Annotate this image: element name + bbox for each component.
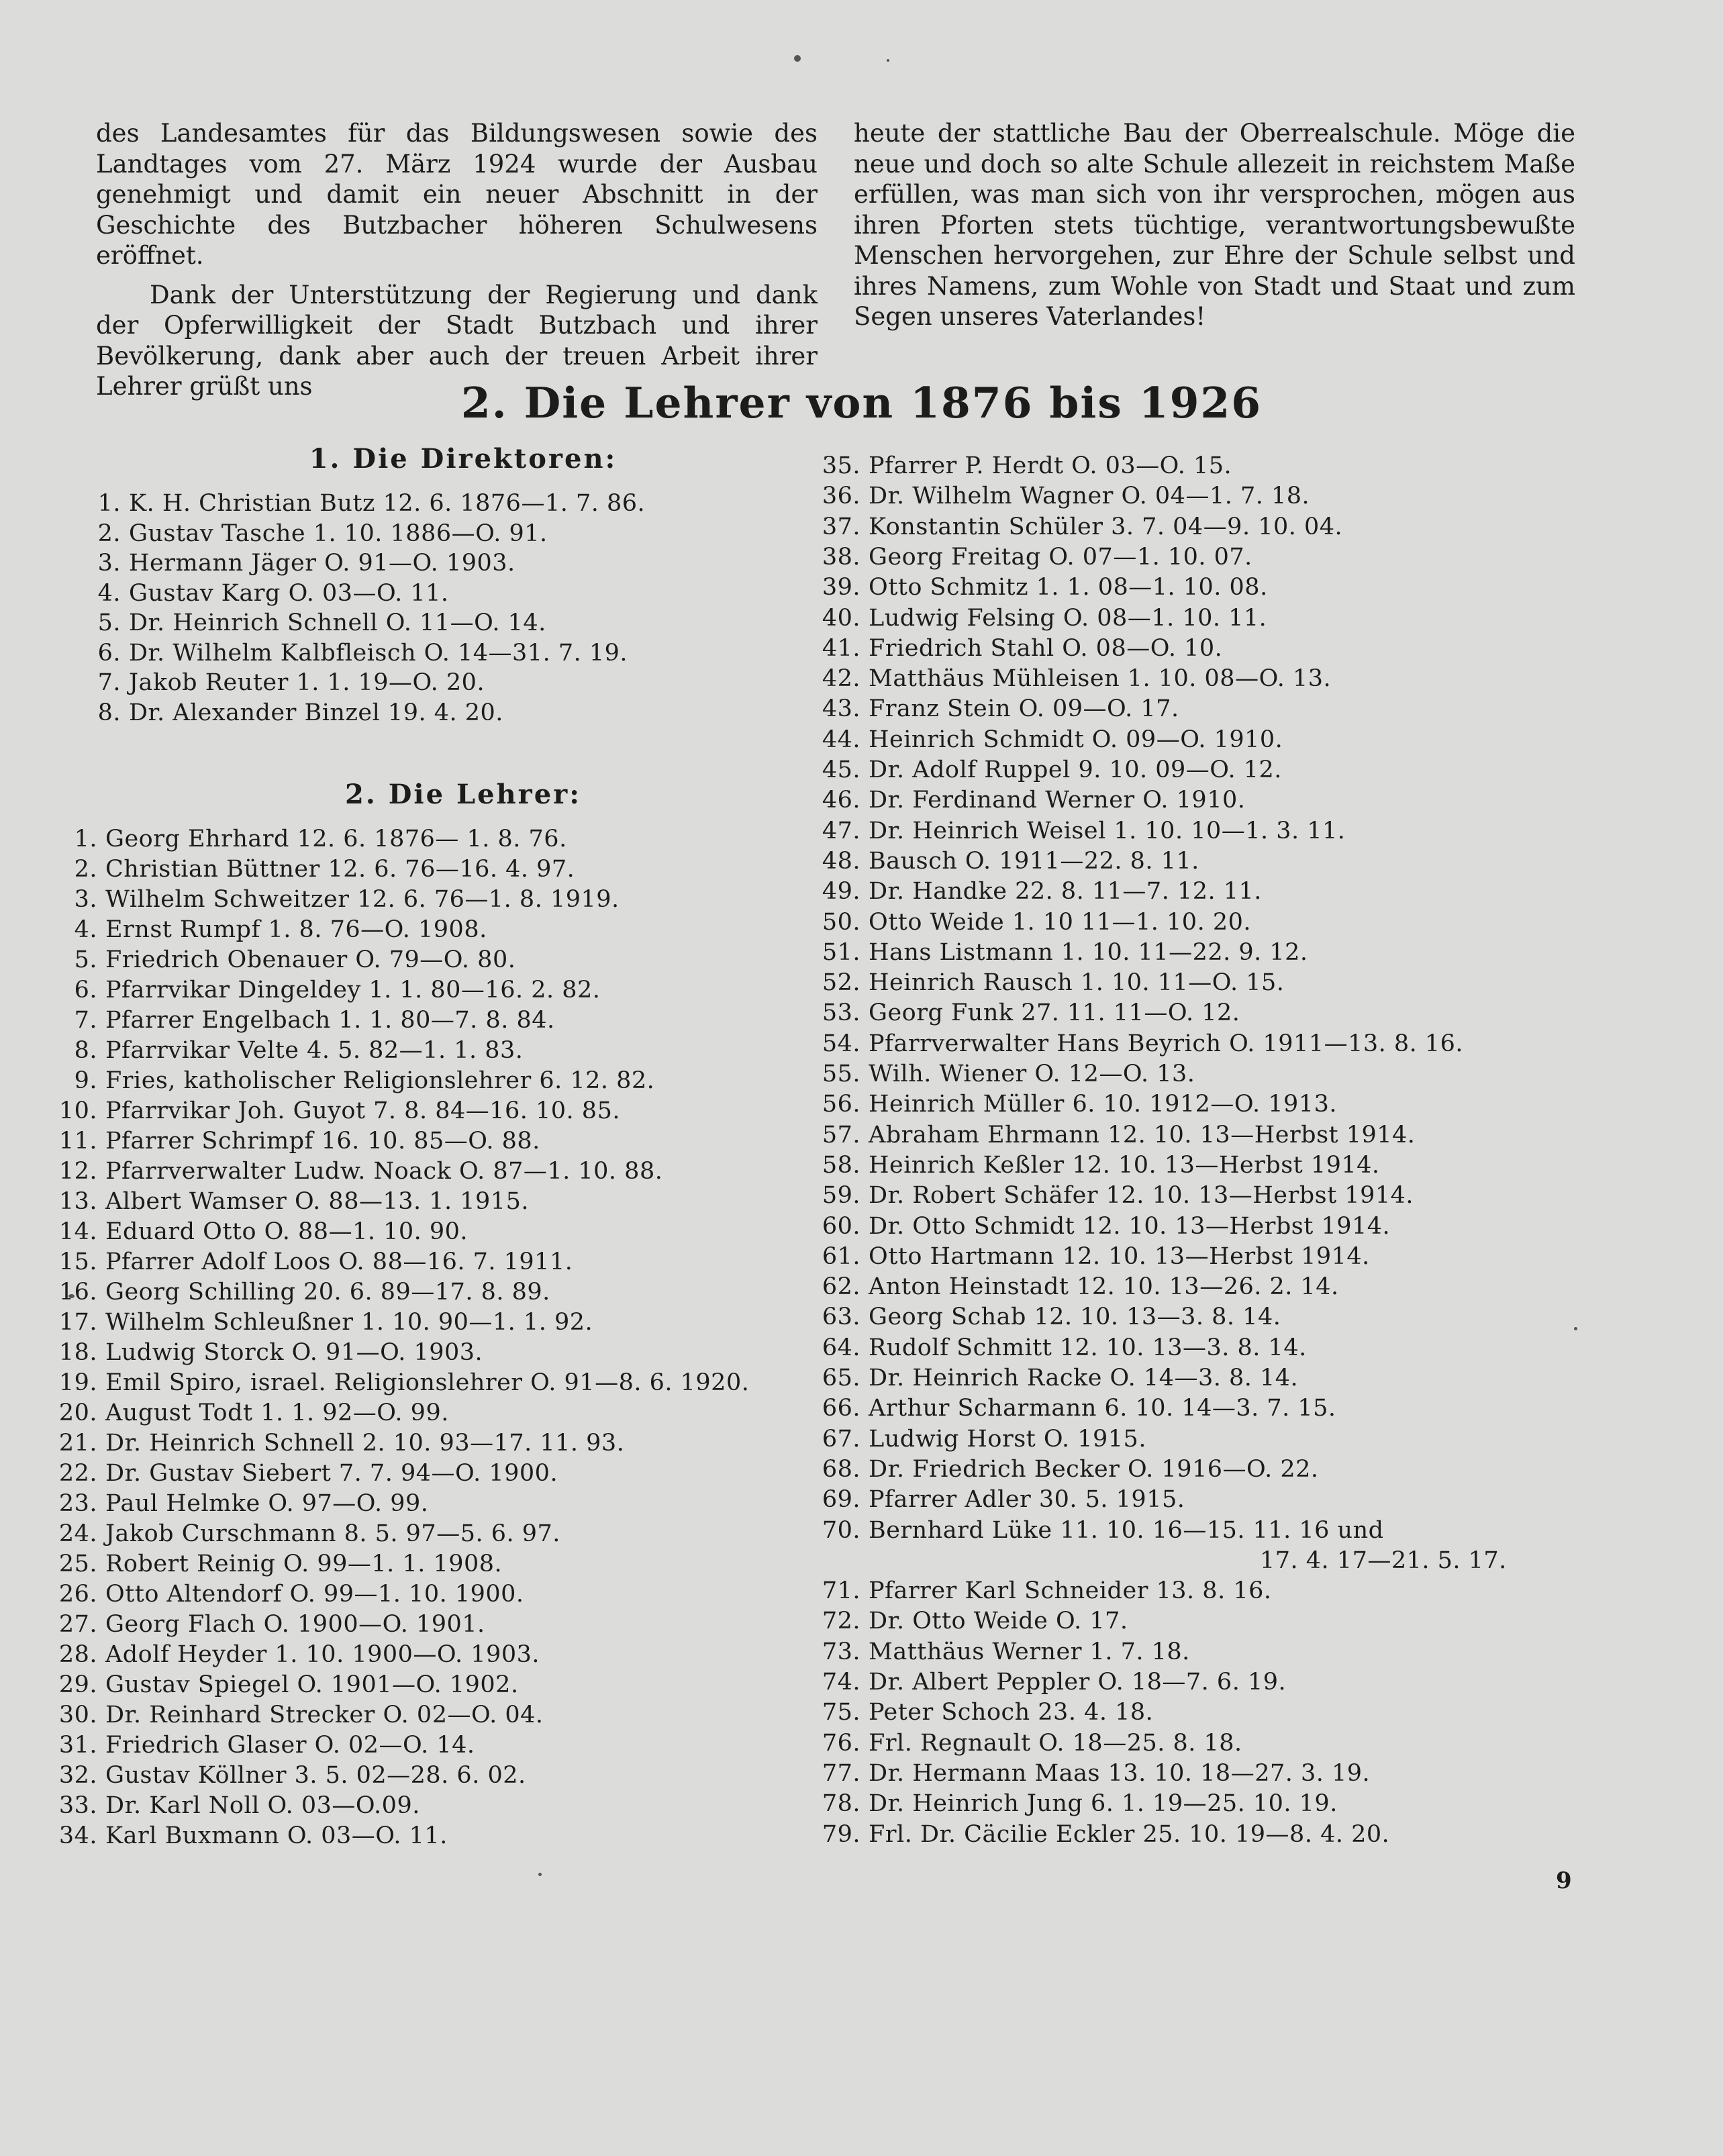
list-item: [814, 1302, 1281, 1332]
list-item: [50, 1338, 483, 1368]
item-number: 27.: [58, 1611, 97, 1638]
list-item: [50, 1459, 558, 1489]
item-text: Peter Schoch 23. 4. 18.: [869, 1699, 1154, 1726]
item-number: 2.: [74, 856, 97, 883]
item-text: Fries, katholischer Religionslehrer 6. 12. 82.: [105, 1067, 655, 1094]
item-text: Dr. Wilhelm Wagner O. 04—1. 7. 18.: [869, 483, 1310, 510]
item-number: 1.: [74, 826, 97, 852]
list-item: [814, 694, 1179, 724]
item-text: Wilhelm Schleußner 1. 10. 90—1. 1. 92.: [105, 1309, 593, 1336]
item-number: 40.: [822, 604, 860, 632]
item-text: Pfarrer Engelbach 1. 1. 80—7. 8. 84.: [105, 1007, 555, 1034]
item-text: Otto Hartmann 12. 10. 13—Herbst 1914.: [869, 1242, 1370, 1270]
item-number: 44.: [822, 726, 860, 753]
item-text: Pfarrer Adler 30. 5. 1915.: [869, 1486, 1185, 1514]
item-number: 47.: [822, 817, 860, 844]
item-number: 6.: [74, 977, 97, 1003]
item-number: 67.: [822, 1425, 860, 1453]
item-text: Ludwig Storck O. 91—O. 1903.: [105, 1339, 483, 1366]
item-text: Otto Altendorf O. 99—1. 10. 1900.: [105, 1581, 524, 1608]
item-number: 59.: [822, 1182, 860, 1210]
list-item: [50, 1730, 475, 1761]
item-text: Pfarrer P. Herdt O. 03—O. 15.: [869, 452, 1232, 479]
list-item: [50, 1157, 662, 1187]
item-text: Dr. Otto Weide O. 17.: [869, 1608, 1128, 1635]
item-text: Paul Helmke O. 97—O. 99.: [105, 1490, 429, 1517]
list-item: [814, 877, 1262, 907]
item-number: 46.: [822, 787, 860, 814]
list-item: [814, 816, 1345, 846]
item-number: 37.: [822, 513, 860, 540]
list-item: [50, 1187, 529, 1217]
item-number: 20.: [58, 1400, 97, 1426]
list-item: [50, 1791, 420, 1821]
item-text: Wilhelm Schweitzer 12. 6. 76—1. 8. 1919.: [105, 886, 620, 913]
item-text: Dr. Robert Schäfer 12. 10. 13—Herbst 1914.: [869, 1182, 1414, 1210]
item-text: Ernst Rumpf 1. 8. 76—O. 1908.: [105, 916, 487, 943]
item-number: 35.: [822, 452, 860, 479]
item-number: 45.: [822, 756, 860, 783]
item-text: Dr. Gustav Siebert 7. 7. 94—O. 1900.: [105, 1460, 558, 1487]
list-item: [814, 1333, 1307, 1363]
item-text: Ludwig Horst O. 1915.: [869, 1425, 1146, 1453]
item-number: 34.: [58, 1822, 97, 1849]
item-text: Dr. Otto Schmidt 12. 10. 13—Herbst 1914.: [869, 1212, 1391, 1240]
item-text: Heinrich Rausch 1. 10. 11—O. 15.: [869, 969, 1285, 997]
item-number: 63.: [822, 1304, 860, 1331]
item-number: 42.: [822, 665, 860, 693]
item-number: 74.: [822, 1669, 860, 1696]
list-item: [50, 1670, 519, 1700]
item-number: 3.: [97, 550, 121, 577]
item-number: 13.: [58, 1188, 97, 1215]
item-number: 26.: [58, 1581, 97, 1608]
list-item: [814, 1029, 1463, 1059]
item-number: 23.: [58, 1490, 97, 1517]
list-item: [50, 975, 600, 1006]
list-item: [74, 638, 628, 669]
item-number: 73.: [822, 1638, 860, 1665]
item-text: August Todt 1. 1. 92—O. 99.: [105, 1400, 449, 1426]
directors-heading: 1. Die Direktoren:: [309, 443, 618, 475]
intro-paragraph: des Landesamtes für das Bildungswesen sowie des Landtages vom 27. März 1924 wurde der Ausbau genehmigt und damit ein neuer Abschnitt in der Geschichte des Butzbacher höheren Schulwesens eröffnet.: [96, 119, 818, 270]
item-number: 50.: [822, 908, 860, 936]
item-number: 22.: [58, 1460, 97, 1487]
item-text: Dr. Wilhelm Kalbfleisch O. 14—31. 7. 19.: [129, 639, 628, 667]
item-number: 8.: [74, 1037, 97, 1064]
list-item: [50, 1640, 540, 1670]
item-number: 79.: [822, 1820, 860, 1848]
list-item: [814, 1424, 1146, 1455]
item-text: Gustav Karg O. 03—O. 11.: [129, 579, 449, 607]
list-item: [814, 725, 1283, 755]
item-text: Ludwig Felsing O. 08—1. 10. 11.: [869, 604, 1267, 632]
item-number: 48.: [822, 847, 860, 875]
item-text: Heinrich Schmidt O. 09—O. 1910.: [869, 726, 1283, 753]
item-text: Frl. Regnault O. 18—25. 8. 18.: [869, 1729, 1242, 1757]
item-number: 29.: [58, 1671, 97, 1698]
item-number: 25.: [58, 1551, 97, 1577]
list-item: [814, 603, 1267, 634]
item-number: 5.: [97, 609, 121, 636]
list-item: [814, 1728, 1242, 1759]
list-item: [50, 1579, 524, 1610]
item-number: 1.: [97, 490, 121, 517]
item-text: 17. 4. 17—21. 5. 17.: [1260, 1547, 1507, 1574]
list-item: [50, 1247, 573, 1277]
item-text: Hans Listmann 1. 10. 11—22. 9. 12.: [869, 938, 1308, 966]
list-item: [50, 1277, 550, 1308]
item-number: 17.: [58, 1309, 97, 1336]
item-number: 55.: [822, 1061, 860, 1087]
list-item: [814, 1089, 1337, 1120]
list-item: [814, 908, 1251, 938]
list-item: [50, 1700, 544, 1730]
item-text: Friedrich Obenauer O. 79—O. 80.: [105, 946, 516, 973]
list-item: [50, 945, 515, 975]
item-text: Georg Funk 27. 11. 11—O. 12.: [869, 999, 1240, 1027]
item-number: 30.: [58, 1702, 97, 1728]
item-text: Pfarrer Schrimpf 16. 10. 85—O. 88.: [105, 1128, 540, 1155]
item-number: 60.: [822, 1212, 860, 1240]
item-text: Emil Spiro, israel. Religionslehrer O. 91—8. 6. 1920.: [105, 1369, 750, 1396]
item-text: Christian Büttner 12. 6. 76—16. 4. 97.: [105, 856, 575, 883]
list-item: [50, 1066, 654, 1096]
item-number: 51.: [822, 938, 860, 966]
item-text: Pfarrvikar Dingeldey 1. 1. 80—16. 2. 82.: [105, 977, 601, 1003]
list-item: [814, 481, 1310, 511]
item-text: Hermann Jäger O. 91—O. 1903.: [129, 550, 515, 577]
list-item: [74, 668, 485, 698]
item-text: Gustav Spiegel O. 1901—O. 1902.: [105, 1671, 519, 1698]
item-number: 7.: [74, 1007, 97, 1034]
list-item: [74, 489, 645, 519]
list-item: [814, 1212, 1390, 1242]
item-text: Heinrich Keßler 12. 10. 13—Herbst 1914.: [869, 1151, 1380, 1179]
item-text: Arthur Scharmann 6. 10. 14—3. 7. 15.: [869, 1395, 1336, 1422]
item-text: Adolf Heyder 1. 10. 1900—O. 1903.: [105, 1641, 540, 1668]
intro-left-column: [96, 118, 818, 411]
item-text: Dr. Hermann Maas 13. 10. 18—27. 3. 19.: [869, 1759, 1371, 1787]
list-item: [50, 1761, 526, 1791]
item-text: Georg Freitag O. 07—1. 10. 07.: [869, 543, 1252, 571]
item-text: Pfarrverwalter Hans Beyrich O. 1911—13. 8. 16.: [869, 1030, 1464, 1057]
item-text: Jakob Curschmann 8. 5. 97—5. 6. 97.: [105, 1520, 560, 1547]
item-number: 70.: [822, 1516, 860, 1544]
item-number: 28.: [58, 1641, 97, 1668]
list-item: [814, 755, 1282, 785]
item-text: Dr. Heinrich Jung 6. 1. 19—25. 10. 19.: [869, 1790, 1338, 1818]
item-text: Pfarrer Adolf Loos O. 88—16. 7. 1911.: [105, 1248, 573, 1275]
item-number: 75.: [822, 1699, 860, 1726]
item-number: 61.: [822, 1242, 860, 1270]
item-number: 78.: [822, 1790, 860, 1818]
list-item: [74, 519, 548, 549]
item-text: Bausch O. 1911—22. 8. 11.: [869, 847, 1199, 875]
item-number: 76.: [822, 1729, 860, 1757]
list-item: [50, 1368, 749, 1398]
item-text: Bernhard Lüke 11. 10. 16—15. 11. 16 und: [869, 1516, 1384, 1544]
print-speck: [538, 1873, 542, 1876]
item-number: 6.: [97, 639, 121, 667]
item-number: 21.: [58, 1430, 97, 1457]
item-number: 18.: [58, 1339, 97, 1366]
item-text: Frl. Dr. Cäcilie Eckler 25. 10. 19—8. 4. 20.: [869, 1820, 1390, 1848]
item-text: Dr. Friedrich Becker O. 1916—O. 22.: [869, 1455, 1319, 1483]
list-item: [814, 1120, 1415, 1150]
item-text: Matthäus Mühleisen 1. 10. 08—O. 13.: [869, 665, 1332, 693]
list-item: [814, 512, 1342, 542]
item-number: 24.: [58, 1520, 97, 1547]
item-text: Georg Schilling 20. 6. 89—17. 8. 89.: [105, 1279, 550, 1306]
item-text: Dr. Alexander Binzel 19. 4. 20.: [129, 699, 503, 726]
item-number: 11.: [58, 1128, 97, 1155]
item-text: Georg Flach O. 1900—O. 1901.: [105, 1611, 485, 1638]
item-number: 12.: [58, 1158, 97, 1185]
item-number: 9.: [74, 1067, 97, 1094]
list-item: [814, 634, 1222, 664]
item-text: Georg Schab 12. 10. 13—3. 8. 14.: [869, 1304, 1281, 1331]
list-item: [814, 1698, 1153, 1728]
list-item: [814, 1820, 1389, 1850]
item-number: 62.: [822, 1273, 860, 1301]
item-number: 53.: [822, 999, 860, 1027]
item-text: Dr. Handke 22. 8. 11—7. 12. 11.: [869, 878, 1262, 905]
list-item: [814, 785, 1245, 816]
item-number: 36.: [822, 483, 860, 510]
intro-right-column: [854, 118, 1575, 341]
list-item: [814, 451, 1232, 481]
item-number: 32.: [58, 1762, 97, 1789]
item-text: Robert Reinig O. 99—1. 1. 1908.: [105, 1551, 503, 1577]
list-item: [814, 1789, 1338, 1819]
item-text: Pfarrverwalter Ludw. Noack O. 87—1. 10. 88.: [105, 1158, 663, 1185]
item-text: Pfarrer Karl Schneider 13. 8. 16.: [869, 1577, 1272, 1605]
item-number: 72.: [822, 1608, 860, 1635]
item-text: Otto Weide 1. 10 11—1. 10. 20.: [869, 908, 1251, 936]
list-item: [50, 1308, 593, 1338]
item-number: 38.: [822, 543, 860, 571]
print-speck: [1574, 1327, 1577, 1330]
list-item: [814, 1576, 1271, 1606]
item-number: 10.: [58, 1097, 97, 1124]
item-text: Konstantin Schüler 3. 7. 04—9. 10. 04.: [869, 513, 1343, 540]
item-text: Dr. Heinrich Schnell O. 11—O. 14.: [129, 609, 546, 636]
list-item: [50, 1519, 560, 1549]
list-item: [814, 1546, 1507, 1576]
item-number: 49.: [822, 878, 860, 905]
list-item: [814, 573, 1268, 603]
list-item: [814, 1637, 1190, 1667]
item-text: Dr. Adolf Ruppel 9. 10. 09—O. 12.: [869, 756, 1282, 783]
item-text: Dr. Heinrich Schnell 2. 10. 93—17. 11. 93.: [105, 1430, 625, 1457]
item-number: 68.: [822, 1455, 860, 1483]
list-item: [814, 968, 1284, 998]
item-number: 14.: [58, 1218, 97, 1245]
item-number: 7.: [97, 669, 121, 696]
item-number: 66.: [822, 1395, 860, 1422]
item-text: Friedrich Stahl O. 08—O. 10.: [869, 634, 1223, 662]
item-number: 19.: [58, 1369, 97, 1396]
item-text: Heinrich Müller 6. 10. 1912—O. 1913.: [869, 1091, 1337, 1118]
item-text: Friedrich Glaser O. 02—O. 14.: [105, 1732, 475, 1759]
item-text: Georg Ehrhard 12. 6. 1876— 1. 8. 76.: [105, 826, 567, 852]
item-text: Jakob Reuter 1. 1. 19—O. 20.: [129, 669, 485, 696]
print-speck: [794, 55, 801, 62]
item-text: Rudolf Schmitt 12. 10. 13—3. 8. 14.: [869, 1334, 1307, 1361]
list-item: [814, 1272, 1339, 1302]
item-number: 3.: [74, 886, 97, 913]
item-number: 39.: [822, 574, 860, 601]
list-item: [814, 938, 1308, 968]
list-item: [814, 1667, 1286, 1698]
item-text: Franz Stein O. 09—O. 17.: [869, 695, 1179, 723]
list-item: [814, 664, 1331, 694]
item-text: Dr. Heinrich Racke O. 14—3. 8. 14.: [869, 1365, 1299, 1391]
list-item: [74, 548, 515, 579]
item-text: Dr. Albert Peppler O. 18—7. 6. 19.: [869, 1669, 1287, 1696]
item-text: Albert Wamser O. 88—13. 1. 1915.: [105, 1188, 529, 1215]
item-text: Pfarrvikar Velte 4. 5. 82—1. 1. 83.: [105, 1037, 524, 1064]
list-item: [814, 998, 1240, 1028]
item-number: 41.: [822, 634, 860, 662]
item-text: K. H. Christian Butz 12. 6. 1876—1. 7. 86.: [129, 490, 646, 517]
item-text: Gustav Tasche 1. 10. 1886—O. 91.: [129, 520, 548, 547]
list-item: [814, 1485, 1185, 1515]
list-item: [50, 1096, 620, 1126]
list-item: [50, 854, 575, 885]
item-text: Dr. Heinrich Weisel 1. 10. 10—1. 3. 11.: [869, 817, 1346, 844]
list-item: [814, 1150, 1380, 1181]
intro-paragraph: heute der stattliche Bau der Oberrealschule. Möge die neue und doch so alte Schule allezeit in reichstem Maße erfüllen, was man sich von ihr versprochen, mögen aus ihren Pforten stets tüchtige, verantwortungsbewußte Menschen hervorgehen, zur Ehre der Schule selbst und ihres Namens, zum Wohle von Stadt und Staat und zum Segen unseres Vaterlandes!: [854, 119, 1575, 331]
item-number: 69.: [822, 1486, 860, 1514]
intro-paragraph: Dank der Unterstützung der Regierung und dank der Opferwilligkeit der Stadt Butzbach und ihrer Bevölkerung, dank aber auch der treuen Arbeit ihrer Lehrer grüßt uns: [96, 280, 818, 401]
item-text: Pfarrvikar Joh. Guyot 7. 8. 84—16. 10. 85.: [105, 1097, 620, 1124]
list-item: [50, 1610, 485, 1640]
item-text: Matthäus Werner 1. 7. 18.: [869, 1638, 1190, 1665]
list-item: [814, 1363, 1298, 1393]
item-text: Anton Heinstadt 12. 10. 13—26. 2. 14.: [869, 1273, 1339, 1301]
item-number: 64.: [822, 1334, 860, 1361]
list-item: [50, 1036, 523, 1066]
item-number: 4.: [97, 579, 121, 607]
teachers-heading: 2. Die Lehrer:: [345, 779, 581, 810]
list-item: [50, 1428, 624, 1459]
list-item: [814, 1393, 1336, 1424]
list-item: [50, 824, 567, 854]
page-number: 9: [1556, 1867, 1572, 1894]
list-item: [814, 1516, 1384, 1546]
item-number: 71.: [822, 1577, 860, 1605]
item-number: 16.: [58, 1279, 97, 1306]
list-item: [814, 542, 1252, 573]
list-item: [74, 579, 449, 609]
list-item: [50, 1821, 448, 1851]
item-number: 57.: [822, 1121, 860, 1148]
item-number: 2.: [97, 520, 121, 547]
item-number: 77.: [822, 1759, 860, 1787]
list-item: [50, 1398, 449, 1428]
item-number: 65.: [822, 1365, 860, 1391]
list-item: [814, 1242, 1370, 1272]
list-item: [74, 698, 503, 728]
item-number: 8.: [97, 699, 121, 726]
list-item: [814, 1759, 1370, 1789]
item-number: 52.: [822, 969, 860, 997]
item-text: Gustav Köllner 3. 5. 02—28. 6. 02.: [105, 1762, 526, 1789]
list-item: [50, 915, 487, 945]
list-item: [50, 1217, 468, 1247]
list-item: [50, 1489, 428, 1519]
item-text: Eduard Otto O. 88—1. 10. 90.: [105, 1218, 469, 1245]
print-speck: [887, 59, 889, 62]
item-number: 56.: [822, 1091, 860, 1118]
list-item: [814, 1455, 1319, 1485]
item-number: 5.: [74, 946, 97, 973]
item-number: 58.: [822, 1151, 860, 1179]
list-item: [814, 1181, 1414, 1211]
item-text: Wilh. Wiener O. 12—O. 13.: [869, 1061, 1195, 1087]
item-text: Karl Buxmann O. 03—O. 11.: [105, 1822, 448, 1849]
list-item: [74, 608, 546, 638]
item-text: Dr. Karl Noll O. 03—O.09.: [105, 1792, 420, 1819]
item-number: 31.: [58, 1732, 97, 1759]
list-item: [50, 885, 620, 915]
list-item: [814, 1606, 1128, 1636]
item-number: 43.: [822, 695, 860, 723]
list-item: [50, 1126, 540, 1157]
item-number: 4.: [74, 916, 97, 943]
list-item: [814, 846, 1199, 877]
item-text: Abraham Ehrmann 12. 10. 13—Herbst 1914.: [869, 1121, 1416, 1148]
item-number: 33.: [58, 1792, 97, 1819]
list-item: [814, 1059, 1195, 1089]
list-item: [50, 1006, 555, 1036]
item-text: Dr. Ferdinand Werner O. 1910.: [869, 787, 1246, 814]
list-item: [50, 1549, 502, 1579]
item-text: Otto Schmitz 1. 1. 08—1. 10. 08.: [869, 574, 1268, 601]
page-title: 2. Die Lehrer von 1876 bis 1926: [460, 378, 1263, 428]
item-text: Dr. Reinhard Strecker O. 02—O. 04.: [105, 1702, 544, 1728]
item-number: 15.: [58, 1248, 97, 1275]
item-number: 54.: [822, 1030, 860, 1057]
